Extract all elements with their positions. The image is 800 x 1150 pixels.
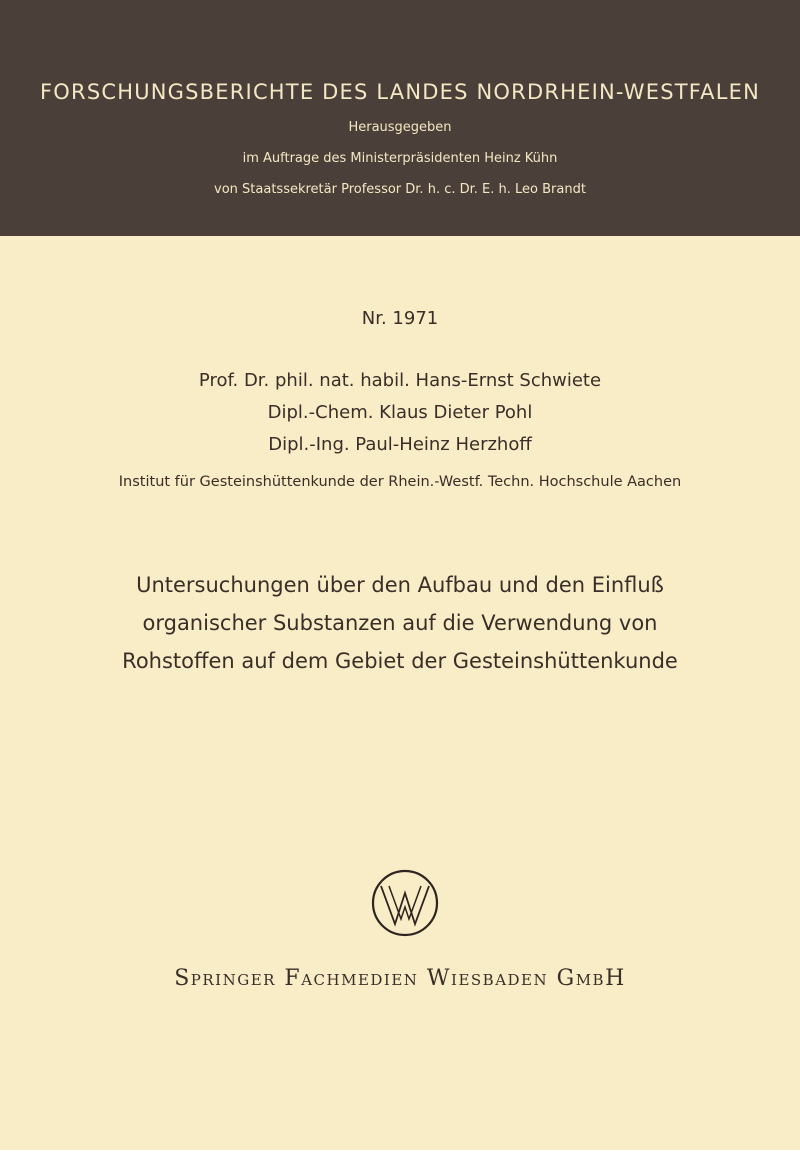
author-3: Dipl.-Ing. Paul-Heinz Herzhoff [268,434,532,455]
author-2: Dipl.-Chem. Klaus Dieter Pohl [267,402,533,423]
editor-line-1: Herausgegeben [348,120,452,135]
editor-line-3: von Staatssekretär Professor Dr. h. c. Dr. E. h. Leo Brandt [214,182,586,197]
series-title: FORSCHUNGSBERICHTE DES LANDES NORDRHEIN-WESTFALEN [40,80,760,104]
title-line-3: Rohstoffen auf dem Gebiet der Gesteinshüttenkunde [122,649,678,673]
title-line-1: Untersuchungen über den Aufbau und den Einfluß [136,573,664,597]
publisher-logo-icon [371,869,439,937]
institute: Institut für Gesteinshüttenkunde der Rhein.-Westf. Techn. Hochschule Aachen [118,474,682,490]
book-title [0,566,800,680]
header-band [0,0,800,236]
author-1: Prof. Dr. phil. nat. habil. Hans-Ernst Schwiete [198,370,602,391]
editor-line-2: im Auftrage des Ministerpräsidenten Heinz Kühn [242,151,558,166]
report-number: Nr. 1971 [361,308,439,329]
title-line-2: organischer Substanzen auf die Verwendung von [142,611,658,635]
publisher: Springer Fachmedien Wiesbaden GmbH [174,966,626,991]
